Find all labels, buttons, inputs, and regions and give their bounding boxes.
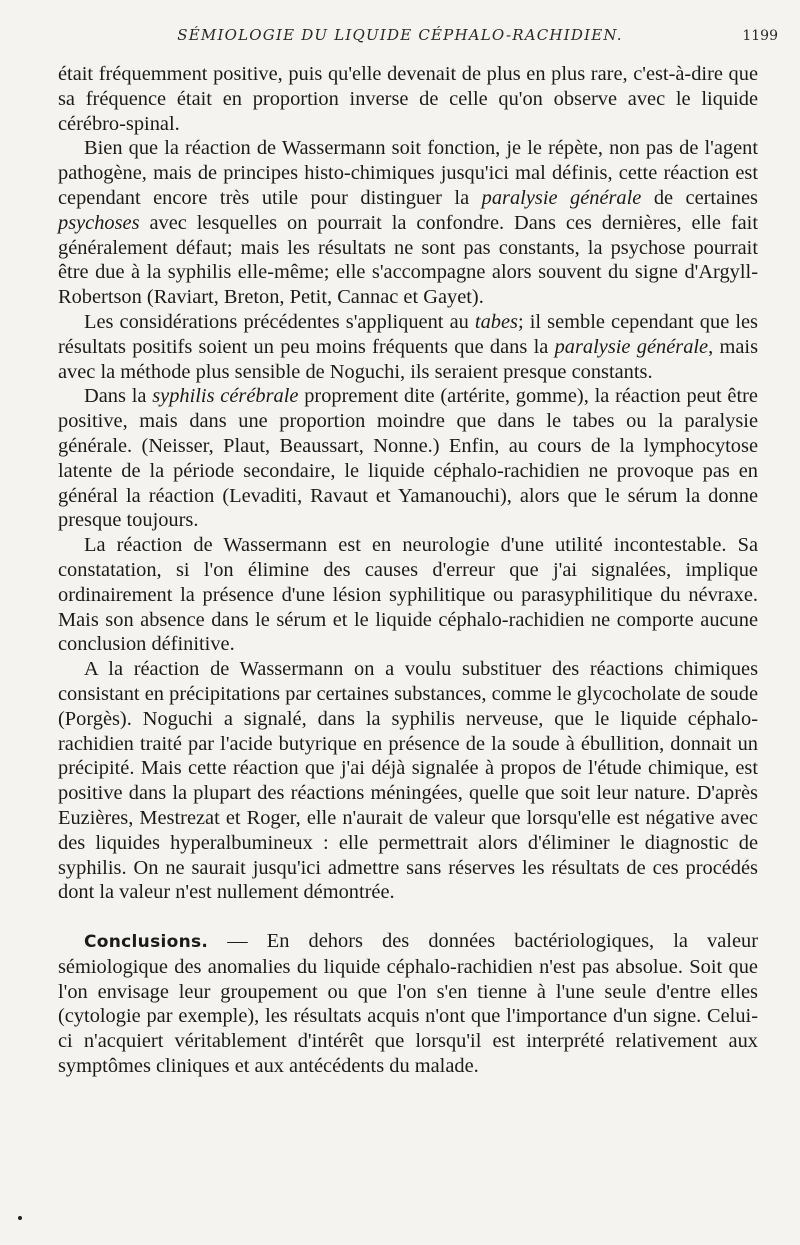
paragraph-text: A la réaction de Wassermann on a voulu substituer des réactions chimiques consistant en précipitations par certaines substances, comme le glycocholate de soude (Porgès). Noguchi a signalé, dans la syphilis nerveuse, que le liquide céphalo-rachidien traité par l'acide butyrique en présence de la soude à ébullition, donnait un précipité. Mais cette réaction que j'ai déjà signalée à propos de l'étude chimique, est positive dans la plupart des réactions méningées, quelle que soit leur nature. D'après Euzières, Mestrezat et Roger, elle n'aurait de valeur que lorsqu'elle est négative avec des liquides hyperalbumineux : elle permettrait alors d'éliminer le diagnostic de syphilis. On ne saurait jusqu'ici admettre sans réserves les résultats de ces procédés dont la valeur n'est nullement démontrée. — [58, 658, 758, 904]
italic-term: psychoses — [58, 211, 140, 234]
paragraph-5 — [58, 533, 758, 657]
conclusions-heading: Conclusions. — [84, 932, 209, 953]
paragraph-3 — [58, 310, 758, 384]
italic-term: paralysie générale — [554, 335, 709, 358]
running-title: SÉMIOLOGIE DU LIQUIDE CÉPHALO-RACHIDIEN. — [177, 26, 623, 44]
conclusions-paragraph — [58, 929, 758, 1079]
paragraph-text: Dans la — [84, 385, 153, 408]
paragraph-text: , mais avec la méthode plus sensible de Noguchi, ils seraient presque constants. — [58, 335, 758, 383]
paragraph-2 — [58, 136, 758, 310]
paragraph-text: Les considérations précédentes s'appliquent au — [84, 310, 475, 333]
paragraph-text: — En dehors des données bactériologiques, la valeur sémiologique des anomalies du liquide céphalo-rachidien n'est pas absolue. Soit que l'on envisage leur groupement ou que l'on s'en tienne à l'une seule d'entre elles (cytologie par exemple), les résultats acquis n'ont que l'importance d'un signe. Celui-ci n'acquiert véritablement d'intérêt que lorsqu'il est interprété relativement aux symptômes cliniques et aux antécédents du malade. — [58, 930, 758, 1078]
paragraph-text: Bien que la réaction de Wassermann soit fonction, je le répète, non pas de l'agent pathogène, mais de principes histo-chimiques jusqu'ici mal définis, cette réaction est cependant encore très utile pour distinguer la — [58, 137, 758, 209]
page-number: 1199 — [742, 28, 778, 44]
italic-term: tabes — [474, 310, 518, 333]
paragraph-text: de certaines — [641, 186, 758, 209]
italic-term: paralysie générale — [481, 186, 642, 209]
paragraph-text: La réaction de Wassermann est en neurologie d'une utilité incontestable. Sa constatation, si l'on élimine des causes d'erreur que j'ai signalées, implique ordinairement la présence d'une lésion syphilitique ou parasyphilitique du névraxe. Mais son absence dans le sérum et le liquide céphalo-rachidien ne comporte aucune conclusion définitive. — [58, 534, 758, 656]
page-header — [0, 26, 800, 50]
paragraph-4 — [58, 384, 758, 533]
print-speck — [18, 1216, 22, 1220]
italic-term: syphilis cérébrale — [152, 385, 299, 408]
paragraph-text: était fréquemment positive, puis qu'elle devenait de plus en plus rare, c'est-à-dire que sa fréquence était en proportion inverse de celle qu'on observe avec le liquide cérébro-spinal. — [58, 63, 758, 135]
paragraph-6 — [58, 657, 758, 905]
body-text — [58, 62, 758, 1079]
paragraph-text: ; il semble cependant que les résultats positifs soient un peu moins fréquents que dans la — [58, 310, 758, 358]
paragraph-1 — [58, 62, 758, 136]
paragraph-text: proprement dite (artérite, gomme), la réaction peut être positive, mais dans une proportion moindre que dans le tabes ou la paralysie générale. (Neisser, Plaut, Beaussart, Nonne.) Enfin, au cours de la lymphocytose latente de la période secondaire, le liquide céphalo-rachidien ne provoque pas en général la réaction (Levaditi, Ravaut et Yamanouchi), alors que le sérum la donne presque toujours. — [58, 385, 758, 532]
paragraph-text: avec lesquelles on pourrait la confondre. Dans ces dernières, elle fait généralement défaut; mais les résultats ne sont pas constants, la psychose pourrait être due à la syphilis elle-même; elle s'accompagne alors souvent du signe d'Argyll-Robertson (Raviart, Breton, Petit, Cannac et Gayet). — [58, 211, 758, 309]
